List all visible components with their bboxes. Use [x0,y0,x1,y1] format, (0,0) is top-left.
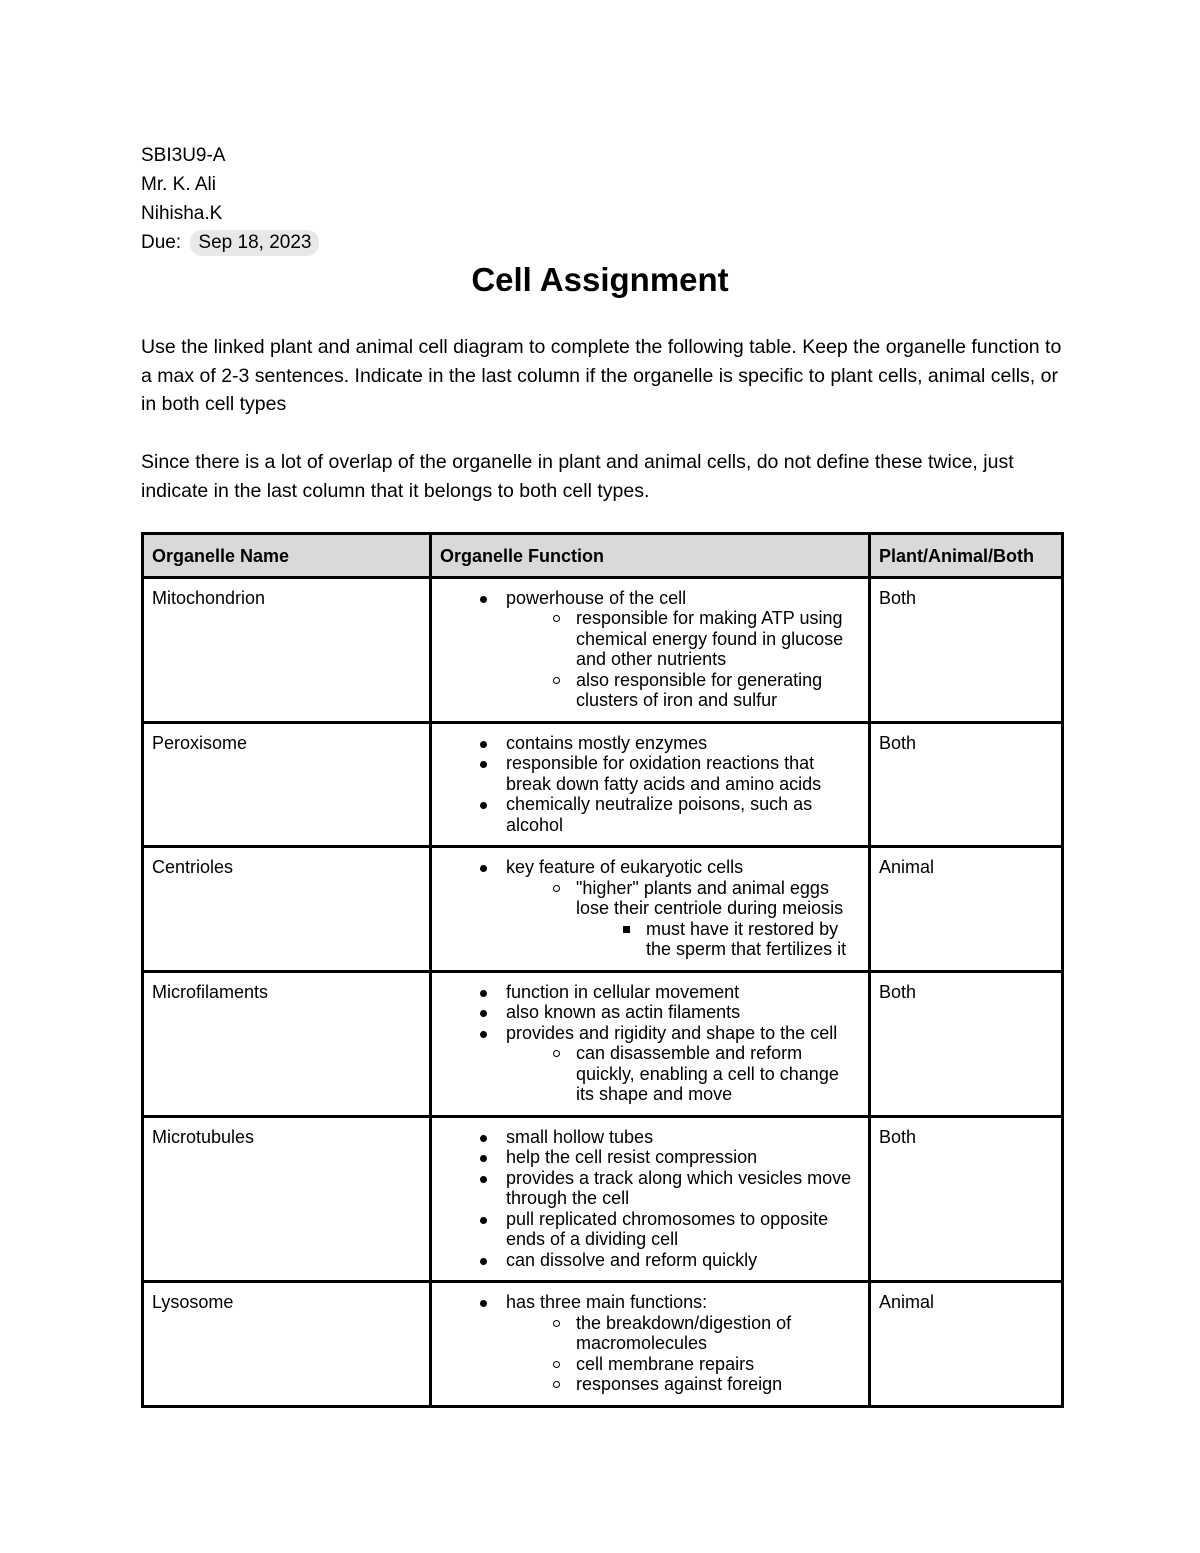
list-item-text: chemically neutralize poisons, such as alcohol [506,794,813,835]
list-item [506,608,860,670]
table-body [143,577,1063,1406]
table-row [143,722,1063,847]
list-item [432,1147,860,1168]
bullet-list-level-1 [432,733,860,836]
filled-bullet-icon [480,1155,487,1162]
filled-bullet-icon [480,1258,487,1265]
cell-type-cell[interactable]: Animal [870,1282,1063,1407]
list-item [432,857,860,960]
list-item-text: responsible for oxidation reactions that break down fatty acids and amino acids [506,753,822,794]
list-item [432,1168,860,1209]
list-item [432,1250,860,1271]
bullet-list-level-1 [432,857,860,960]
list-item-text: can dissolve and reform quickly [506,1249,758,1270]
list-item-text: cell membrane repairs [576,1353,755,1374]
teacher-name: Mr. K. Ali [141,174,216,195]
organelle-function-cell[interactable] [431,1116,870,1282]
organelle-name-cell[interactable]: Microtubules [143,1116,431,1282]
list-item-text: contains mostly enzymes [506,732,708,753]
filled-bullet-icon [480,596,487,603]
list-item-text: must have it restored by the sperm that fertilizes it [646,918,847,959]
bullet-list-level-2 [506,1043,860,1105]
list-item [432,733,860,754]
filled-bullet-icon [480,1300,487,1307]
list-item-text: function in cellular movement [506,981,740,1002]
hollow-bullet-icon [553,1381,560,1388]
cell-type-cell[interactable]: Both [870,722,1063,847]
list-item [506,670,860,711]
list-item-text: has three main functions: [506,1292,708,1312]
course-code: SBI3U9-A [141,145,226,166]
list-item [432,1209,860,1250]
organelle-name-cell[interactable]: Mitochondrion [143,577,431,722]
organelle-name-cell[interactable]: Centrioles [143,847,431,972]
bullet-list-level-1 [432,1127,860,1271]
table-header-row [143,534,1063,578]
bullet-list-level-2 [506,878,860,960]
organelle-function-cell[interactable] [431,847,870,972]
organelle-function-cell[interactable] [431,722,870,847]
list-item [432,588,860,711]
list-item-text: the breakdown/digestion of macromolecules [576,1312,792,1353]
table-row [143,577,1063,722]
cell-type-cell[interactable]: Animal [870,847,1063,972]
cell-type-cell[interactable]: Both [870,577,1063,722]
organelle-table [141,532,1064,1408]
due-label: Due: [141,232,182,253]
list-item-text: "higher" plants and animal eggs lose their centriole during meiosis [576,877,844,918]
list-item-text: key feature of eukaryotic cells [506,857,744,877]
list-item [432,982,860,1003]
filled-bullet-icon [480,1031,487,1038]
hollow-bullet-icon [553,615,560,622]
header-organelle-function: Organelle Function [431,534,870,578]
bullet-list-level-2 [506,1313,860,1395]
hollow-bullet-icon [553,1320,560,1327]
filled-bullet-icon [480,741,487,748]
organelle-function-cell[interactable] [431,971,870,1116]
table-row [143,847,1063,972]
instructions-paragraph-1: Use the linked plant and animal cell diagram to complete the following table. Keep the organelle function to a max of 2-3 sentences. Indicate in the last column if the organelle is specific to plant cells, animal cells, or in both cell types [141,336,1062,415]
cell-type-cell[interactable]: Both [870,971,1063,1116]
hollow-bullet-icon [553,677,560,684]
list-item-text: responses against foreign [576,1374,783,1394]
hollow-bullet-icon [553,1050,560,1057]
table-row [143,971,1063,1116]
list-item [432,1292,860,1395]
list-item [506,1374,860,1395]
student-name: Nihisha.K [141,203,223,224]
bullet-list-level-1 [432,982,860,1105]
filled-bullet-icon [480,1010,487,1017]
filled-bullet-icon [480,865,487,872]
filled-bullet-icon [480,1217,487,1224]
list-item-text: can disassemble and reform quickly, enabling a cell to change its shape and move [576,1043,839,1104]
list-item-text: provides and rigidity and shape to the cell [506,1022,838,1043]
organelle-name-cell[interactable]: Microfilaments [143,971,431,1116]
list-item [506,1354,860,1375]
bullet-list-level-1 [432,1292,860,1395]
list-item-text: provides a track along which vesicles move through the cell [506,1167,852,1208]
filled-bullet-icon [480,1176,487,1183]
filled-bullet-icon [480,761,487,768]
table-row [143,1282,1063,1407]
header-organelle-name: Organelle Name [143,534,431,578]
organelle-function-cell[interactable] [431,577,870,722]
bullet-list-level-1 [432,588,860,711]
document-header [141,141,319,257]
list-item [432,1002,860,1023]
due-line [141,228,319,257]
cell-type-cell[interactable]: Both [870,1116,1063,1282]
list-item [432,753,860,794]
list-item-text: help the cell resist compression [506,1147,758,1167]
hollow-bullet-icon [553,885,560,892]
list-item [506,1043,860,1105]
list-item [432,1127,860,1148]
list-item-text: responsible for making ATP using chemical energy found in glucose and other nutrients [576,608,844,669]
list-item-text: also responsible for generating clusters of iron and sulfur [576,669,823,710]
list-item [432,1023,860,1105]
filled-bullet-icon [480,802,487,809]
list-item [576,919,860,960]
filled-bullet-icon [480,1135,487,1142]
filled-bullet-icon [480,990,487,997]
list-item [432,794,860,835]
list-item [506,1313,860,1354]
bullet-list-level-2 [506,608,860,711]
organelle-name-cell[interactable]: Lysosome [143,1282,431,1407]
list-item-text: also known as actin filaments [506,1002,741,1022]
list-item-text: small hollow tubes [506,1126,654,1147]
table-row [143,1116,1063,1282]
square-bullet-icon [623,926,630,933]
due-date-chip[interactable]: Sep 18, 2023 [190,230,319,256]
list-item-text: powerhouse of the cell [506,587,687,608]
organelle-name-cell[interactable]: Peroxisome [143,722,431,847]
page-title: Cell Assignment [471,261,729,298]
organelle-function-cell[interactable] [431,1282,870,1407]
list-item [506,878,860,960]
list-item-text: pull replicated chromosomes to opposite ends of a dividing cell [506,1208,829,1249]
bullet-list-level-3 [576,919,860,960]
header-plant-animal-both: Plant/Animal/Both [870,534,1063,578]
hollow-bullet-icon [553,1361,560,1368]
instructions-paragraph-2: Since there is a lot of overlap of the organelle in plant and animal cells, do not define these twice, just indicate in the last column that it belongs to both cell types. [141,451,1014,502]
